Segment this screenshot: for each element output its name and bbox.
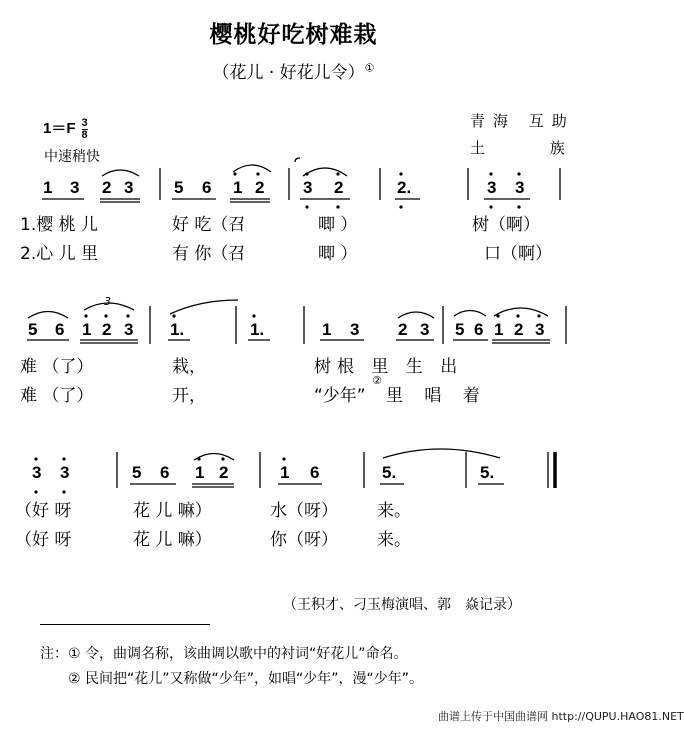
note: 5	[455, 320, 465, 339]
lyric: 口（啊）	[484, 244, 552, 264]
note: 2	[398, 320, 408, 339]
slur	[303, 168, 347, 176]
lyric: 有 你（召	[172, 244, 246, 264]
slur	[84, 303, 134, 310]
note: 1	[280, 463, 290, 482]
lyric: 水（呀）	[270, 501, 338, 521]
lyric: 来。	[377, 501, 411, 521]
note: 6	[310, 463, 320, 482]
note: 1	[195, 463, 205, 482]
lyric: 树根 里 生 出	[314, 357, 464, 377]
note: 5	[174, 178, 184, 197]
octave-dot	[537, 314, 540, 317]
note: 1.	[250, 320, 265, 339]
octave-dot	[305, 172, 308, 175]
note: 3	[124, 178, 134, 197]
note: 3	[303, 178, 313, 197]
time-signature: $\frac{3}{8}$	[81, 116, 88, 141]
octave-dot	[104, 314, 107, 317]
note: 3	[60, 463, 70, 482]
octave-dot	[172, 314, 175, 317]
triplet-mark: 3	[104, 295, 111, 308]
note: 3	[535, 320, 545, 339]
octave-dot	[221, 457, 224, 460]
note: 1	[82, 320, 92, 339]
note: 5	[28, 320, 38, 339]
lyric: 好 吃（召	[172, 215, 246, 235]
octave-dot	[282, 457, 285, 460]
note: 3	[420, 320, 430, 339]
lyric: 唧 ）	[318, 215, 358, 235]
octave-dot	[399, 172, 402, 175]
note: 2	[219, 463, 229, 482]
octave-dot	[399, 205, 402, 208]
note: 3	[32, 463, 42, 482]
octave-dot	[516, 314, 519, 317]
lyric: 花 儿 嘛）	[133, 501, 212, 521]
octave-dot	[489, 172, 492, 175]
tempo-marking: 中速稍快	[44, 149, 100, 165]
slur	[454, 311, 486, 317]
slur	[170, 300, 238, 314]
note: 1	[43, 178, 53, 197]
song-title: 樱桃好吃树难栽	[209, 22, 378, 48]
lyric: 2.心 儿 里	[20, 244, 99, 264]
note: 1	[322, 320, 332, 339]
lyric: （好 呀	[15, 530, 72, 550]
octave-dot	[62, 490, 65, 493]
watermark: 曲谱上传于中国曲谱网 http://QUPU.HAO81.NET	[438, 710, 684, 723]
octave-dot	[197, 457, 200, 460]
note: 3	[515, 178, 525, 197]
octave-dot	[336, 205, 339, 208]
octave-dot	[256, 172, 259, 175]
octave-dot	[34, 490, 37, 493]
note: 2	[514, 320, 524, 339]
note: 3	[350, 320, 360, 339]
performer-credit: （王积才、刁玉梅演唱、郭 焱记录）	[283, 597, 521, 613]
octave-dot	[336, 172, 339, 175]
key-signature: 1＝F $\frac{3}{8}$	[43, 116, 88, 141]
note: 1	[494, 320, 504, 339]
octave-dot	[489, 205, 492, 208]
slur	[233, 165, 271, 172]
slur	[102, 170, 139, 176]
lyric: 来。	[377, 530, 411, 550]
note: 1	[233, 178, 243, 197]
lyric: 你（呀）	[270, 530, 338, 550]
lyric: 花 儿 嘛）	[133, 530, 212, 550]
lyric: （好 呀	[15, 501, 72, 521]
note: 2	[334, 178, 344, 197]
note: 2	[102, 320, 112, 339]
note: 3	[124, 320, 134, 339]
octave-dot	[517, 205, 520, 208]
note: 6	[202, 178, 212, 197]
note: 2.	[397, 178, 412, 197]
slur	[398, 312, 434, 318]
note: 6	[160, 463, 170, 482]
note: 2	[255, 178, 265, 197]
note: 1.	[170, 320, 185, 339]
octave-dot	[62, 457, 65, 460]
lyric: 开，	[172, 386, 206, 406]
octave-dot	[496, 314, 499, 317]
credit-ethnicity: 土 族	[470, 139, 595, 157]
song-subtitle: （花儿 · 好花儿令）①	[212, 61, 375, 83]
lyric: 唧 ）	[318, 244, 358, 264]
lyric: “少年”	[314, 386, 366, 406]
lyric: 1.樱 桃 儿	[20, 215, 99, 235]
note: 5.	[480, 463, 495, 482]
lyric: 树（啊）	[472, 215, 540, 235]
footnote-1: 注：① 令，曲调名称，该曲调以歌中的衬词“好花儿”命名。	[40, 646, 408, 662]
lyric: 里 唱 着	[386, 386, 488, 406]
octave-dot	[233, 172, 236, 175]
note: 6	[55, 320, 65, 339]
slur	[383, 449, 500, 458]
octave-dot	[34, 457, 37, 460]
credit-region: 青海 互助	[470, 112, 575, 130]
footnote-2: ② 民间把“花儿”又称做“少年”，如唱“少年”，漫“少年”。	[68, 671, 424, 687]
note: 2	[102, 178, 112, 197]
footnote-marker: ②	[372, 374, 382, 387]
lyric: 难 （了）	[20, 386, 94, 406]
slur	[295, 158, 300, 162]
note: 5	[132, 463, 142, 482]
octave-dot	[517, 172, 520, 175]
note: 3	[70, 178, 80, 197]
slur	[28, 312, 68, 319]
octave-dot	[126, 314, 129, 317]
octave-dot	[84, 314, 87, 317]
lyric: 栽，	[172, 357, 206, 377]
note: 5.	[382, 463, 397, 482]
octave-dot	[305, 205, 308, 208]
lyric: 难 （了）	[20, 357, 94, 377]
note: 6	[474, 320, 484, 339]
octave-dot	[252, 314, 255, 317]
note: 3	[487, 178, 497, 197]
